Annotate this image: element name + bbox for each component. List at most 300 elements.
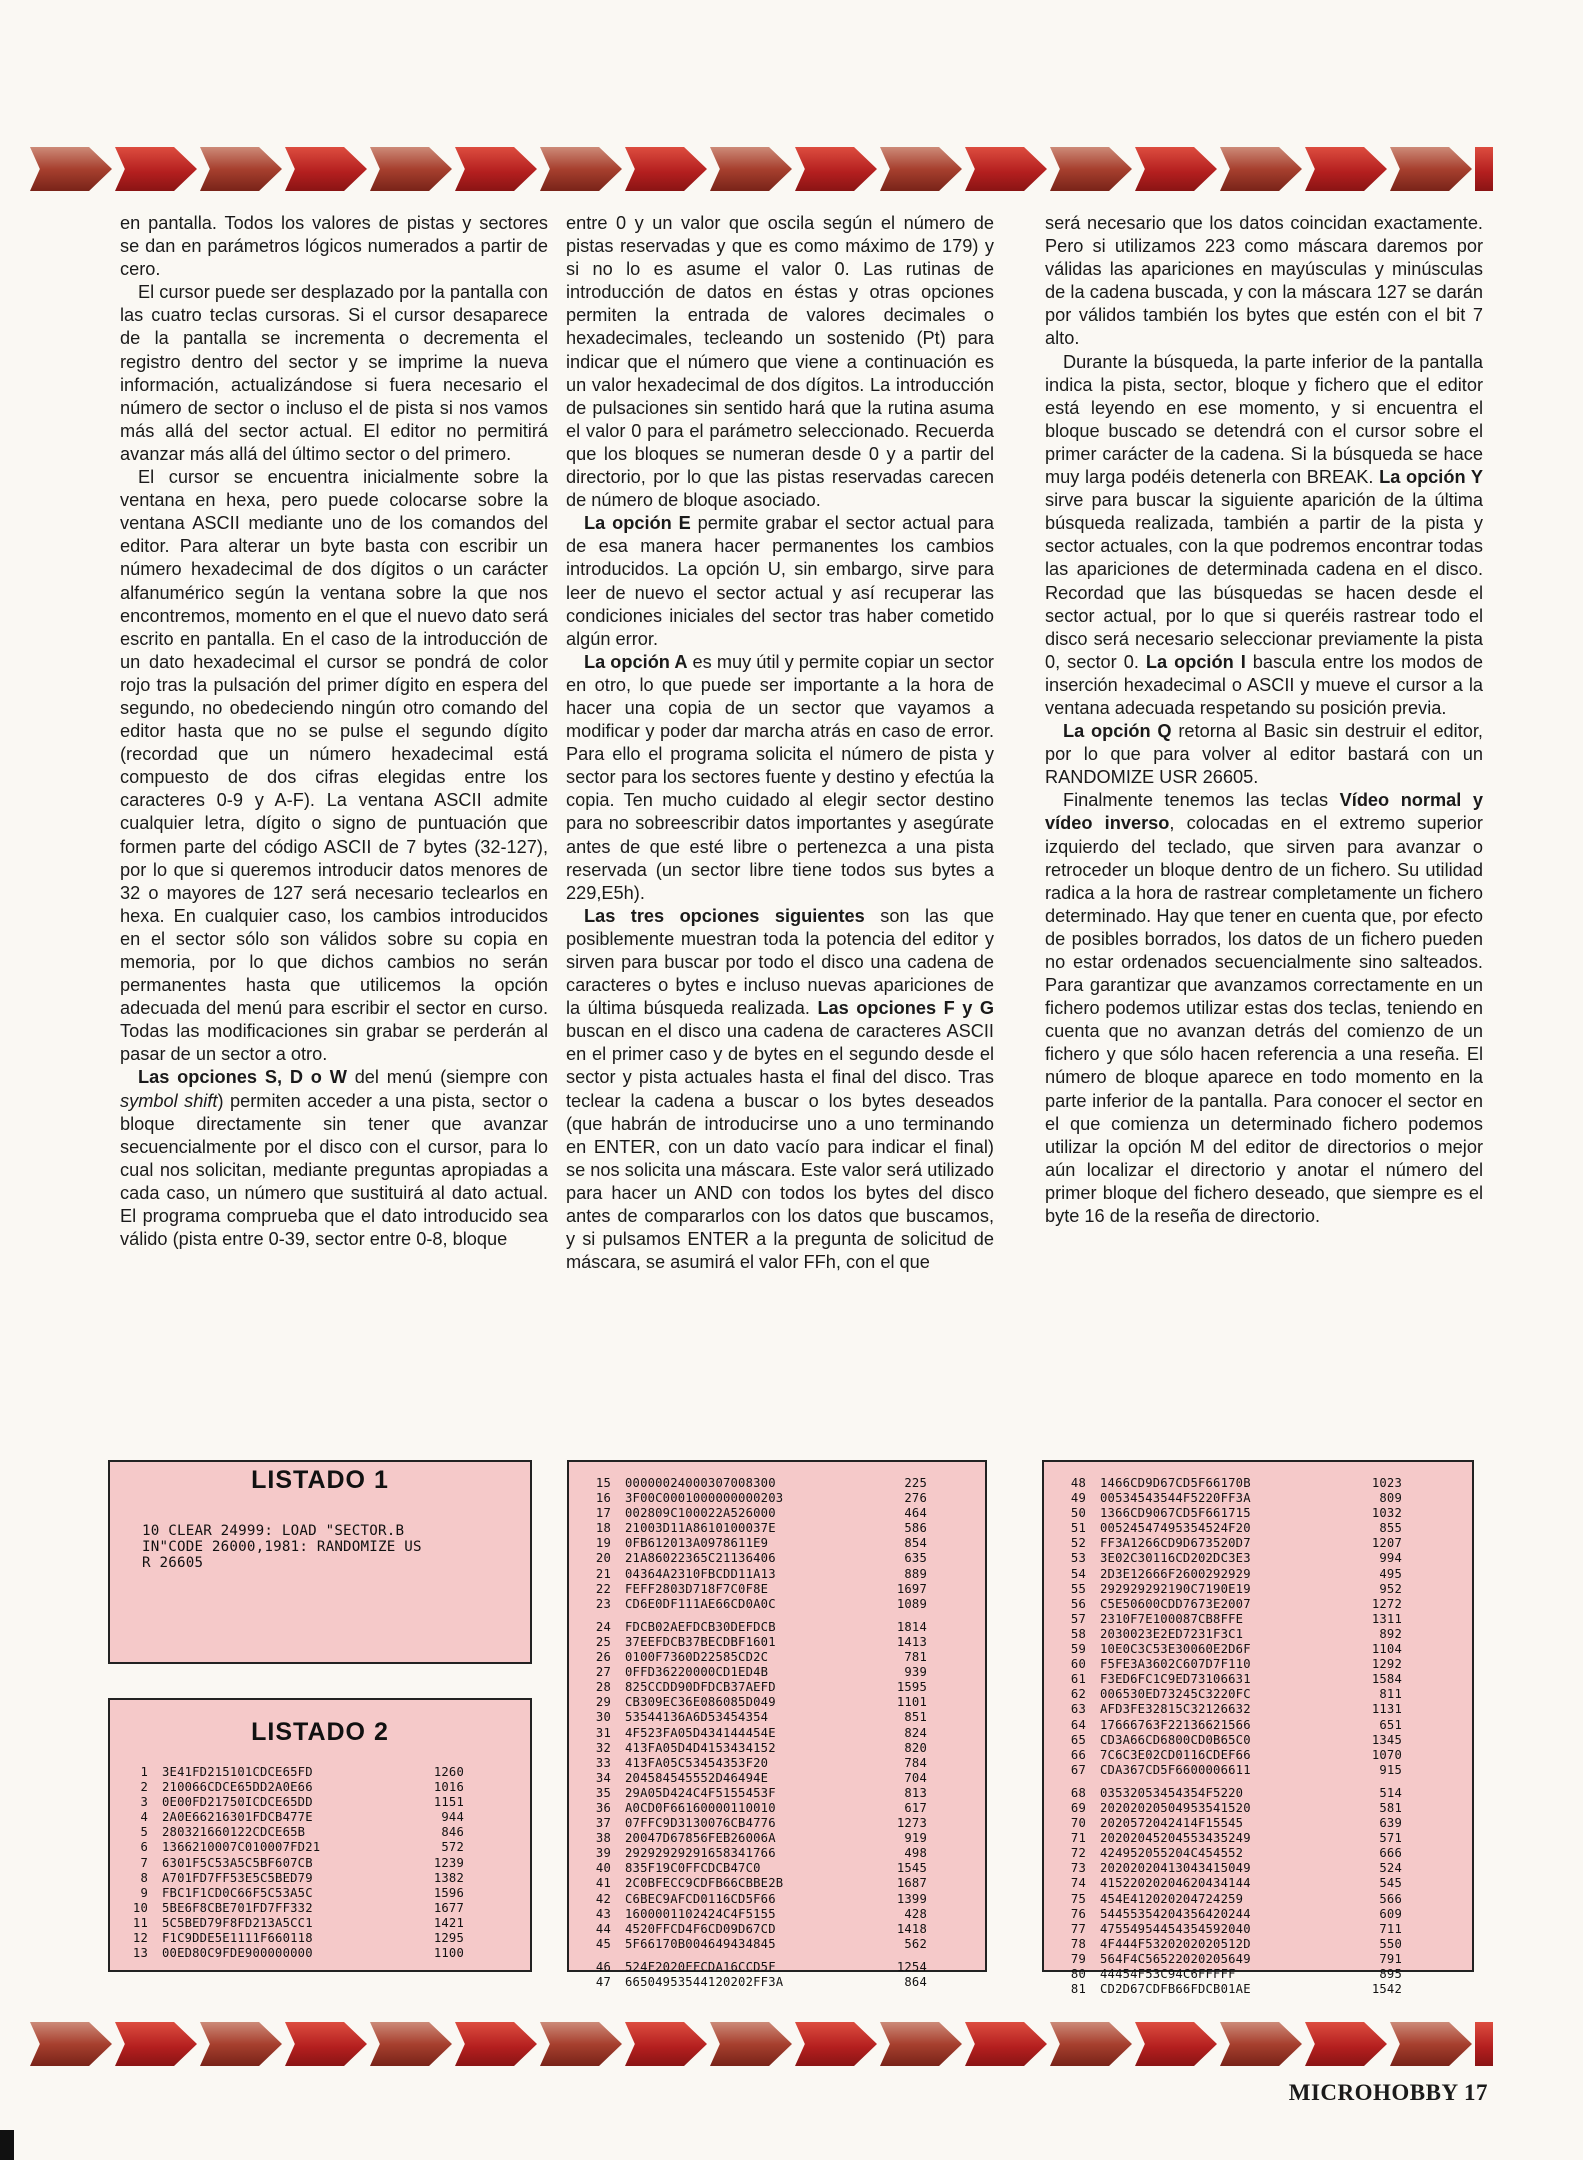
checksum: 1272 xyxy=(1371,1596,1402,1611)
hex-data: 210066CDCE65DD2A0E66 xyxy=(162,1780,313,1795)
listing-line xyxy=(581,1975,985,1990)
listing-line xyxy=(581,1635,985,1650)
checksum: 1595 xyxy=(896,1680,927,1695)
checksum: 864 xyxy=(904,1975,927,1989)
line-number: 1 xyxy=(140,1765,148,1779)
line-number: 59 xyxy=(1070,1642,1086,1657)
line-number: 37 xyxy=(595,1816,611,1831)
hex-data: C6BEC9AFCD0116CD5F66 xyxy=(625,1891,776,1906)
line-number: 53 xyxy=(1070,1551,1086,1566)
line-number: 77 xyxy=(1070,1921,1086,1936)
line-number: 38 xyxy=(595,1831,611,1846)
paragraph: Las tres opciones siguientes son las que posiblemente muestran toda la potencia del editor y sirven para buscar por todo el disco una cadena de caracteres o bytes e incluso nuevas apariciones de la última búsqueda realizada. Las opciones F y G buscan en el disco una cadena de caracteres ASCII en el primer caso y de bytes en el segundo desde el sector y pista actuales hasta el final del disco. Tras teclear la cadena a buscar o los bytes deseados (que habrán de introducirse uno a uno terminando en ENTER, con un dato vacío para indicar el final) se nos solicita una máscara. Este valor será utilizado para hacer un AND con todos los bytes del disco antes de compararlos con los datos que buscamos, y si pulsamos ENTER a la pregunta de solicitud de máscara, se asumirá el valor FFh, con el que xyxy=(566,905,995,1273)
hex-data: 21A86022365C21136406 xyxy=(625,1551,776,1566)
listing-line xyxy=(1056,1718,1472,1733)
listing-line xyxy=(581,1922,985,1937)
checksum: 464 xyxy=(904,1506,927,1521)
checksum: 1292 xyxy=(1371,1657,1402,1672)
hex-data: 4F523FA05D434144454E xyxy=(625,1725,776,1740)
line-number: 70 xyxy=(1070,1816,1086,1831)
hex-data: 524F2020FFCDA16CCD5F xyxy=(625,1959,776,1974)
decorative-arrow-band-bottom xyxy=(30,2015,1493,2073)
hex-data: 1600001102424C4F5155 xyxy=(625,1906,776,1921)
checksum: 225 xyxy=(904,1476,927,1490)
checksum: 1687 xyxy=(896,1876,927,1891)
line-number: 26 xyxy=(595,1650,611,1665)
hex-data: CD3A66CD6800CD0B65C0 xyxy=(1100,1732,1251,1747)
line-number: 47 xyxy=(595,1975,611,1989)
hex-data: FBC1F1CD0C66F5C53A5C xyxy=(162,1885,313,1900)
checksum: 1151 xyxy=(433,1795,464,1810)
checksum: 889 xyxy=(904,1566,927,1581)
hex-data: 44454F53C94C6FFFFF xyxy=(1100,1967,1236,1981)
line-number: 55 xyxy=(1070,1581,1086,1596)
line-number: 78 xyxy=(1070,1936,1086,1951)
listing-line xyxy=(1056,1567,1472,1582)
line-number: 72 xyxy=(1070,1846,1086,1861)
listing-line xyxy=(118,1795,530,1810)
checksum: 635 xyxy=(904,1551,927,1566)
listing-line xyxy=(581,1907,985,1922)
listado-right-box xyxy=(1042,1460,1474,1997)
hex-data: A0CD0F66160000110010 xyxy=(625,1800,776,1815)
line-number: 16 xyxy=(595,1491,611,1506)
hex-data: 20202045204553435249 xyxy=(1100,1831,1251,1846)
hex-data: 0100F7360D22585CD2C xyxy=(625,1650,769,1665)
hex-data: 00534543544F5220FF3A xyxy=(1100,1491,1251,1506)
listing-line xyxy=(581,1816,985,1831)
hex-data: 1366210007C010007FD21 xyxy=(162,1840,321,1855)
hex-data: 29292929291658341766 xyxy=(625,1846,776,1861)
hex-data: 17666763F22136621566 xyxy=(1100,1717,1251,1732)
checksum: 952 xyxy=(1379,1581,1402,1596)
checksum: 1814 xyxy=(896,1619,927,1634)
listing-line xyxy=(581,1491,985,1506)
listing-line xyxy=(1056,1846,1472,1861)
checksum: 586 xyxy=(904,1521,927,1536)
line-number: 42 xyxy=(595,1891,611,1906)
hex-data: 454E412020204724259 xyxy=(1100,1891,1244,1906)
line-number: 20 xyxy=(595,1551,611,1566)
listing-line xyxy=(1056,1657,1472,1672)
line-number: 24 xyxy=(595,1619,611,1634)
line-number: 73 xyxy=(1070,1861,1086,1876)
checksum: 1697 xyxy=(896,1581,927,1596)
article-column-1 xyxy=(120,212,548,1251)
checksum: 1100 xyxy=(433,1946,464,1961)
hex-data: CB309EC36E086085D049 xyxy=(625,1695,776,1710)
checksum: 572 xyxy=(441,1840,464,1855)
checksum: 851 xyxy=(904,1710,927,1725)
line-number: 61 xyxy=(1070,1672,1086,1687)
hex-data: 0E00FD21750ICDCE65DD xyxy=(162,1795,313,1810)
checksum: 1032 xyxy=(1371,1506,1402,1521)
listing-line xyxy=(581,1521,985,1536)
line-number: 27 xyxy=(595,1665,611,1680)
hex-data: 6301F5C53A5C5BF607CB xyxy=(162,1855,313,1870)
hex-data: 204584545552D46494E xyxy=(625,1770,769,1785)
checksum: 944 xyxy=(441,1810,464,1825)
listing-line xyxy=(118,1901,530,1916)
listing-line xyxy=(1056,1491,1472,1506)
line-number: 54 xyxy=(1070,1566,1086,1581)
listing-line xyxy=(581,1567,985,1582)
hex-data: 280321660122CDCE65B xyxy=(162,1825,306,1840)
line-number: 12 xyxy=(132,1931,148,1946)
checksum: 1421 xyxy=(433,1915,464,1930)
line-number: 15 xyxy=(595,1476,611,1490)
line-number: 66 xyxy=(1070,1747,1086,1762)
checksum: 1596 xyxy=(433,1885,464,1900)
checksum: 1089 xyxy=(896,1596,927,1611)
line-number: 74 xyxy=(1070,1876,1086,1891)
listing-line xyxy=(581,1831,985,1846)
line-number: 19 xyxy=(595,1536,611,1551)
listing-line xyxy=(581,1786,985,1801)
hex-data: F5FE3A3602C607D7F110 xyxy=(1100,1657,1251,1672)
hex-data: FF3A1266CD9D673520D7 xyxy=(1100,1536,1251,1551)
paragraph: La opción E permite grabar el sector actual para de esa manera hacer permanentes los cambios introducidos. La opción U, sin embargo, sirve para leer de nuevo el sector actual y así recuperar las condiciones iniciales del sector tras haber cometido algún error. xyxy=(566,513,994,649)
listing-line xyxy=(581,1551,985,1566)
listing-line xyxy=(1056,1922,1472,1937)
hex-data: 825CCDD90DFDCB37AEFD xyxy=(625,1680,776,1695)
checksum: 1418 xyxy=(896,1921,927,1936)
checksum: 639 xyxy=(1379,1816,1402,1831)
listado-middle-code xyxy=(569,1462,985,1990)
hex-data: CD2D67CDFB66FDCB01AE xyxy=(1100,1982,1251,1997)
line-number: 58 xyxy=(1070,1626,1086,1641)
hex-data: 41522020204620434144 xyxy=(1100,1876,1251,1891)
listing-line xyxy=(1056,1506,1472,1521)
checksum: 1542 xyxy=(1371,1982,1402,1997)
checksum: 1254 xyxy=(896,1959,927,1974)
listing-line xyxy=(118,1825,530,1840)
listing-line xyxy=(1056,1536,1472,1551)
listing-line xyxy=(581,1650,985,1665)
checksum: 1016 xyxy=(433,1780,464,1795)
checksum: 1070 xyxy=(1371,1747,1402,1762)
line-number: 63 xyxy=(1070,1702,1086,1717)
hex-data: 2310F7E100087CB8FFE xyxy=(1100,1611,1244,1626)
listing-line xyxy=(581,1876,985,1891)
listing-line xyxy=(1056,1672,1472,1687)
listing-line xyxy=(1056,1733,1472,1748)
paragraph: Las opciones S, D o W del menú (siempre con symbol shift) permiten acceder a una pista, sector o bloque directamente sin tener que avanzar secuencialmente por el disco con el cursor, para lo cual nos solicitan, mediante preguntas apropiadas a cada caso, un número que sustituirá al dato actual. El programa comprueba que el dato introducido sea válido (pista entre 0-39, sector entre 0-8, bloque xyxy=(120,1067,548,1250)
line-number: 11 xyxy=(132,1915,148,1930)
listing-line xyxy=(581,1620,985,1635)
listing-line xyxy=(1056,1582,1472,1597)
listing-line xyxy=(118,1840,530,1855)
hex-data: F3ED6FC1C9ED73106631 xyxy=(1100,1672,1251,1687)
checksum: 666 xyxy=(1379,1846,1402,1861)
line-number: 4 xyxy=(140,1810,148,1825)
checksum: 545 xyxy=(1379,1876,1402,1891)
hex-data: 5BE6F8CBE701FD7FF332 xyxy=(162,1900,313,1915)
listado-middle-box xyxy=(567,1460,987,1989)
hex-data: 29A05D424C4F5155453F xyxy=(625,1785,776,1800)
checksum: 498 xyxy=(904,1846,927,1861)
listing-line xyxy=(581,1937,985,1952)
listing-line xyxy=(118,1886,530,1901)
listing-line xyxy=(118,1916,530,1931)
line-number: 56 xyxy=(1070,1596,1086,1611)
listado-1-code: 10 CLEAR 24999: LOAD "SECTOR.B IN"CODE 26000,1981: RANDOMIZE US R 26605 xyxy=(142,1523,422,1571)
hex-data: 0FB612013A0978611E9 xyxy=(625,1536,769,1551)
checksum: 1101 xyxy=(896,1695,927,1710)
checksum: 895 xyxy=(1379,1967,1402,1981)
listing-line xyxy=(1056,1748,1472,1763)
checksum: 1677 xyxy=(433,1900,464,1915)
hex-data: 4520FFCD4F6CD09D67CD xyxy=(625,1921,776,1936)
paragraph: La opción Q retorna al Basic sin destruir el editor, por lo que para volver al editor bastará con un RANDOMIZE USR 26605. xyxy=(1045,721,1483,788)
listing-line xyxy=(1056,1907,1472,1922)
checksum: 1345 xyxy=(1371,1732,1402,1747)
checksum: 811 xyxy=(1379,1687,1402,1702)
line-number: 34 xyxy=(595,1770,611,1785)
checksum: 1584 xyxy=(1371,1672,1402,1687)
listado-right-code xyxy=(1044,1462,1472,1997)
checksum: 562 xyxy=(904,1936,927,1951)
checksum: 276 xyxy=(904,1491,927,1506)
checksum: 892 xyxy=(1379,1626,1402,1641)
hex-data: 47554954454354592040 xyxy=(1100,1921,1251,1936)
listing-line xyxy=(1056,1952,1472,1967)
listing-line xyxy=(1056,1831,1472,1846)
hex-data: 03532053454354F5220 xyxy=(1100,1785,1244,1800)
line-number: 35 xyxy=(595,1785,611,1800)
checksum: 1239 xyxy=(433,1855,464,1870)
checksum: 1413 xyxy=(896,1634,927,1649)
listado-2-box xyxy=(108,1698,532,1972)
line-number: 60 xyxy=(1070,1657,1086,1672)
paragraph: Durante la búsqueda, la parte inferior de la pantalla indica la pista, sector, bloque y fichero que el editor está leyendo en ese momento, y si encuentra el bloque buscado se detendrá con el cursor sobre el primer carácter de la cadena. Si la búsqueda se hace muy larga podéis detenerla con BREAK. La opción Y sirve para buscar la siguiente aparición de la última búsqueda realizada, también a partir de la pista y sector actuales, con la que podremos encontrar todas las apariciones de determinada cadena en el disco. Recordad que las búsquedas se hacen desde el sector actual, por lo que si queréis rastrear todo el disco será necesario seleccionar previamente la pista 0, sector 0. La opción I bascula entre los modos de inserción hexadecimal o ASCII y mueve el cursor a la ventana adecuada respetando su posición previa. xyxy=(1045,351,1483,718)
checksum: 781 xyxy=(904,1650,927,1665)
paragraph: en pantalla. Todos los valores de pistas y sectores se dan en parámetros lógicos numerados a partir de cero. xyxy=(120,213,548,280)
line-number: 43 xyxy=(595,1906,611,1921)
listing-line xyxy=(1056,1597,1472,1612)
listing-line xyxy=(1056,1627,1472,1642)
hex-data: 20202020413043415049 xyxy=(1100,1861,1251,1876)
hex-data: 424952055204C454552 xyxy=(1100,1846,1244,1861)
line-number: 52 xyxy=(1070,1536,1086,1551)
listing-line xyxy=(118,1810,530,1825)
listado-1-title: LISTADO 1 xyxy=(251,1466,389,1494)
listing-line xyxy=(1056,1476,1472,1491)
listing-line xyxy=(118,1765,530,1780)
hex-data: 2D3E12666F2600292929 xyxy=(1100,1566,1251,1581)
hex-data: FDCB02AEFDCB30DEFDCB xyxy=(625,1619,776,1634)
listing-line xyxy=(581,1582,985,1597)
hex-data: 1466CD9D67CD5F66170B xyxy=(1100,1476,1251,1490)
checksum: 1545 xyxy=(896,1861,927,1876)
checksum: 1104 xyxy=(1371,1642,1402,1657)
hex-data: 3E41FD215101CDCE65FD xyxy=(162,1765,313,1779)
hex-data: 20047D67856FEB26006A xyxy=(625,1831,776,1846)
checksum: 1382 xyxy=(433,1870,464,1885)
listing-line xyxy=(581,1771,985,1786)
paragraph: entre 0 y un valor que oscila según el número de pistas reservadas y que es como máximo de 179) y si no lo es asume el valor 0. Las rutinas de introducción de datos en éstas y otras opciones permiten la entrada de valores decimales o hexadecimales, tecleando un sostenido (Pt) para indicar que el número que viene a continuación es un valor hexadecimal de dos dígitos. La introducción de pulsaciones sin sentido hará que la rutina asuma el valor 0 para el parámetro seleccionado. Recuerda que los bloques se numeran desde 0 y a partir del directorio, por lo que las pistas reservadas carecen de número de bloque asociado. xyxy=(566,213,994,511)
line-number: 48 xyxy=(1070,1476,1086,1490)
line-number: 7 xyxy=(140,1855,148,1870)
hex-data: AFD3FE32815C32126632 xyxy=(1100,1702,1251,1717)
hex-data: 835F19C0FFCDCB47C0 xyxy=(625,1861,761,1876)
paragraph: El cursor se encuentra inicialmente sobre la ventana en hexa, pero puede colocarse sobre la ventana ASCII mediante uno de los comandos del editor. Para alterar un byte basta con escribir un número hexadecimal de dos dígitos o un carácter alfanumérico según la ventana sobre la que nos encontremos, momento en el que el nuevo dato será escrito en pantalla. En el caso de la introducción de un dato hexadecimal el cursor se pondrá de color rojo tras la pulsación del primer dígito en espera del segundo, no obedeciendo ningún otro comando del editor hasta que no se pulse el segundo dígito (recordad que un número hexadecimal está compuesto de dos cifras elegidas entre los caracteres 0-9 y A-F). La ventana ASCII admite cualquier letra, dígito o signo de puntuación que formen parte del código ASCII de 7 bytes (32-127), por lo que si queremos introducir datos menores de 32 o mayores de 127 será necesario teclearlos en hexa. En cualquier caso, los cambios introducidos en el sector sólo son válidos sobre su copia en memoria, por lo que dichos cambios no serán permanentes hasta que utilicemos la opción adecuada del menú para escribir el sector en curso. Todas las modificaciones sin grabar se perderán al pasar de un sector a otro. xyxy=(120,467,548,1065)
hex-data: 00ED80C9FDE900000000 xyxy=(162,1946,313,1961)
checksum: 915 xyxy=(1379,1762,1402,1777)
line-number: 68 xyxy=(1070,1785,1086,1800)
listing-line xyxy=(581,1506,985,1521)
checksum: 1260 xyxy=(433,1765,464,1779)
listado-2-title: LISTADO 2 xyxy=(251,1718,389,1746)
hex-data: 413FA05C53454353F20 xyxy=(625,1755,769,1770)
checksum: 813 xyxy=(904,1785,927,1800)
hex-data: 10E0C3C53E30060E2D6F xyxy=(1100,1642,1251,1657)
line-number: 36 xyxy=(595,1800,611,1815)
listing-line xyxy=(581,1892,985,1907)
hex-data: 04364A2310FBCDD11A13 xyxy=(625,1566,776,1581)
listing-line xyxy=(581,1801,985,1816)
hex-data: 5F66170B004649434845 xyxy=(625,1936,776,1951)
listing-line xyxy=(118,1780,530,1795)
listing-line xyxy=(581,1597,985,1612)
listing-line xyxy=(118,1871,530,1886)
listing-line xyxy=(581,1846,985,1861)
hex-data: C5E50600CDD7673E2007 xyxy=(1100,1596,1251,1611)
line-number: 65 xyxy=(1070,1732,1086,1747)
listado-1-box xyxy=(108,1460,532,1664)
line-number: 79 xyxy=(1070,1951,1086,1966)
listing-line xyxy=(1056,1892,1472,1907)
checksum: 854 xyxy=(904,1536,927,1551)
checksum: 939 xyxy=(904,1665,927,1680)
checksum: 1399 xyxy=(896,1891,927,1906)
line-number: 23 xyxy=(595,1596,611,1611)
paragraph: El cursor puede ser desplazado por la pantalla con las cuatro teclas cursoras. Si el cursor desaparece de la pantalla se incrementa o decrementa el registro dentro del sector y se imprime la nueva información, actualizándose si fuera necesario el número de sector o incluso el de pista si nos vamos más allá del sector actual. El editor no permitirá avanzar más allá del último sector o del primero. xyxy=(120,282,548,464)
checksum: 617 xyxy=(904,1800,927,1815)
checksum: 855 xyxy=(1379,1521,1402,1536)
hex-data: 66504953544120202FF3A xyxy=(625,1975,784,1989)
hex-data: 2A0E66216301FDCB477E xyxy=(162,1810,313,1825)
checksum: 791 xyxy=(1379,1951,1402,1966)
hex-data: 4F444F5320202020512D xyxy=(1100,1936,1251,1951)
listing-line xyxy=(581,1680,985,1695)
hex-data: 54455354204356420244 xyxy=(1100,1906,1251,1921)
hex-data: 7C6C3E02CD0116CDEF66 xyxy=(1100,1747,1251,1762)
line-number: 30 xyxy=(595,1710,611,1725)
listing-line xyxy=(1056,1861,1472,1876)
checksum: 609 xyxy=(1379,1906,1402,1921)
listing-line xyxy=(581,1861,985,1876)
hex-data: 002809C100022A526000 xyxy=(625,1506,776,1521)
checksum: 809 xyxy=(1379,1491,1402,1506)
checksum: 581 xyxy=(1379,1800,1402,1815)
checksum: 571 xyxy=(1379,1831,1402,1846)
checksum: 1131 xyxy=(1371,1702,1402,1717)
line-number: 13 xyxy=(132,1946,148,1961)
hex-data: 2020572042414F15545 xyxy=(1100,1816,1244,1831)
listing-line xyxy=(1056,1687,1472,1702)
hex-data: 00000024000307008300 xyxy=(625,1476,776,1490)
listing-line xyxy=(1056,1551,1472,1566)
line-number: 57 xyxy=(1070,1611,1086,1626)
line-number: 28 xyxy=(595,1680,611,1695)
line-number: 45 xyxy=(595,1936,611,1951)
checksum: 524 xyxy=(1379,1861,1402,1876)
hex-data: 37EEFDCB37BECDBF1601 xyxy=(625,1634,776,1649)
corner-mark xyxy=(0,2130,14,2160)
checksum: 514 xyxy=(1379,1785,1402,1800)
line-number: 46 xyxy=(595,1959,611,1974)
checksum: 1311 xyxy=(1371,1611,1402,1626)
listing-line xyxy=(581,1710,985,1725)
hex-data: 2030023E2ED7231F3C1 xyxy=(1100,1626,1244,1641)
line-number: 80 xyxy=(1070,1967,1086,1981)
hex-data: F1C9DDE5E1111F660118 xyxy=(162,1931,313,1946)
line-number: 75 xyxy=(1070,1891,1086,1906)
line-number: 33 xyxy=(595,1755,611,1770)
checksum: 846 xyxy=(441,1825,464,1840)
checksum: 994 xyxy=(1379,1551,1402,1566)
listing-line xyxy=(1056,1786,1472,1801)
listing-line xyxy=(118,1946,530,1961)
listing-line xyxy=(1056,1937,1472,1952)
line-number: 76 xyxy=(1070,1906,1086,1921)
hex-data: 413FA05D4D4153434152 xyxy=(625,1740,776,1755)
line-number: 64 xyxy=(1070,1717,1086,1732)
listing-line xyxy=(581,1960,985,1975)
line-number: 40 xyxy=(595,1861,611,1876)
checksum: 711 xyxy=(1379,1921,1402,1936)
listado-2-code xyxy=(110,1747,530,1961)
hex-data: 1366CD9067CD5F661715 xyxy=(1100,1506,1251,1521)
line-number: 2 xyxy=(140,1780,148,1795)
line-number: 39 xyxy=(595,1846,611,1861)
listing-line xyxy=(581,1476,985,1491)
checksum: 651 xyxy=(1379,1717,1402,1732)
hex-data: 53544136A6D53454354 xyxy=(625,1710,769,1725)
line-number: 44 xyxy=(595,1921,611,1936)
checksum: 704 xyxy=(904,1770,927,1785)
listing-line xyxy=(581,1726,985,1741)
hex-data: 006530ED73245C3220FC xyxy=(1100,1687,1251,1702)
checksum: 1295 xyxy=(433,1931,464,1946)
hex-data: 07FFC9D3130076CB4776 xyxy=(625,1816,776,1831)
hex-data: 5C5BED79F8FD213A5CC1 xyxy=(162,1915,313,1930)
checksum: 919 xyxy=(904,1831,927,1846)
paragraph: La opción A es muy útil y permite copiar un sector en otro, lo que puede ser importante a la hora de hacer una copia de un sector que vayamos a modificar y poder dar marcha atrás en caso de error. Para ello el programa solicita el número de pista y sector para los sectores fuente y destino y efectúa la copia. Ten mucho cuidado al elegir sector destino para no sobreescribir datos importantes y asegúrate antes de que esté libre o pertenezca a una pista reservada (un sector libre tiene todos sus bytes a 229,E5h). xyxy=(566,651,994,903)
line-number: 71 xyxy=(1070,1831,1086,1846)
listing-line xyxy=(1056,1612,1472,1627)
line-number: 6 xyxy=(140,1840,148,1855)
listing-line xyxy=(1056,1816,1472,1831)
hex-data: 00524547495354524F20 xyxy=(1100,1521,1251,1536)
hex-data: 3F00C0001000000000203 xyxy=(625,1491,784,1506)
checksum: 1273 xyxy=(896,1816,927,1831)
line-number: 18 xyxy=(595,1521,611,1536)
listing-line xyxy=(1056,1982,1472,1997)
checksum: 1207 xyxy=(1371,1536,1402,1551)
listing-line xyxy=(581,1536,985,1551)
listing-line xyxy=(581,1741,985,1756)
listing-line xyxy=(581,1756,985,1771)
line-number: 32 xyxy=(595,1740,611,1755)
listing-line xyxy=(118,1856,530,1871)
checksum: 550 xyxy=(1379,1936,1402,1951)
line-number: 29 xyxy=(595,1695,611,1710)
decorative-arrow-band-top xyxy=(30,140,1493,198)
hex-data: 2C0BFECC9CDFB66CBBE2B xyxy=(625,1876,784,1891)
line-number: 51 xyxy=(1070,1521,1086,1536)
